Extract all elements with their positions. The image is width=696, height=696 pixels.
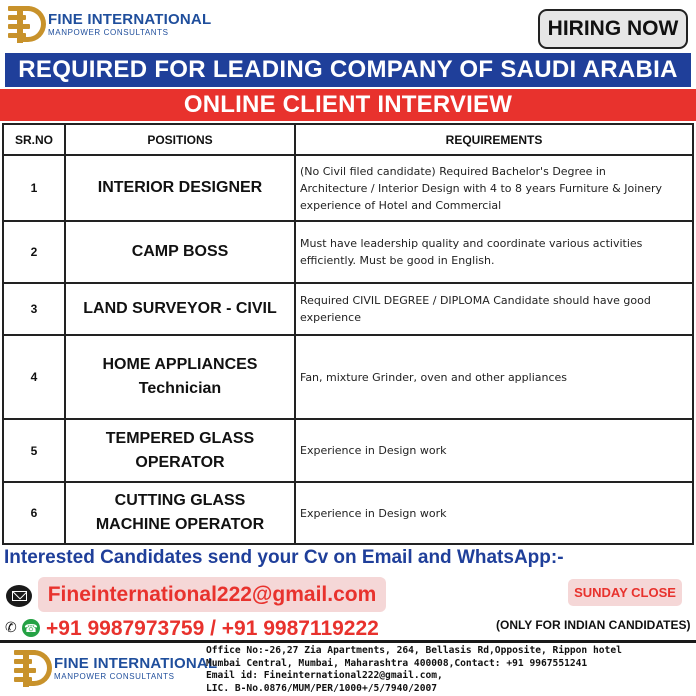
sr-number: 4 bbox=[3, 335, 65, 419]
requirement-line: experience bbox=[300, 311, 361, 324]
sunday-close-badge: SUNDAY CLOSE bbox=[568, 579, 682, 606]
requirement-text bbox=[295, 482, 693, 544]
sr-number: 2 bbox=[3, 221, 65, 283]
sr-number: 5 bbox=[3, 419, 65, 482]
table-row bbox=[3, 335, 693, 419]
position-line: TEMPERED GLASS bbox=[105, 429, 255, 447]
indian-candidates-note: (ONLY FOR INDIAN CANDIDATES) bbox=[496, 618, 691, 632]
requirement-line: Experience in Design work bbox=[300, 444, 447, 457]
license-number-line: LIC. B-No.0876/MUM/PER/1000+/5/7940/2007 bbox=[206, 682, 438, 694]
email-address-link[interactable]: Fineinternational222@gmail.com bbox=[38, 577, 386, 612]
sr-number: 3 bbox=[3, 283, 65, 335]
office-address-line: Office No:-26,27 Zia Apartments, 264, Bellasis Rd,Opposite, Rippon hotel bbox=[206, 645, 622, 656]
requirement-text bbox=[295, 283, 693, 335]
position-line: Technician bbox=[138, 380, 222, 397]
requirement-text bbox=[295, 155, 693, 221]
required-banner: REQUIRED FOR LEADING COMPANY OF SAUDI ARABIA bbox=[5, 53, 691, 87]
column-header-requirements: REQUIREMENTS bbox=[295, 124, 693, 155]
office-address-line: Mumbai Central, Mumbai, Maharashtra 400008,Contact: +91 9967551241 bbox=[206, 657, 588, 669]
position-line: CAMP BOSS bbox=[131, 243, 229, 260]
fi-logo-icon bbox=[14, 647, 50, 689]
company-subtitle: MANPOWER CONSULTANTS bbox=[48, 27, 169, 37]
position-line: CUTTING GLASS bbox=[114, 492, 246, 509]
column-header-positions: POSITIONS bbox=[65, 124, 295, 155]
requirement-line: Required CIVIL DEGREE / DIPLOMA Candidate should have good bbox=[300, 294, 651, 307]
office-email-line: Email id: Fineinternational222@gmail.com, bbox=[206, 670, 443, 681]
footer-logo bbox=[14, 647, 217, 689]
requirement-line: efficiently. Must be good in English. bbox=[300, 254, 495, 267]
requirement-text bbox=[295, 221, 693, 283]
position-line: LAND SURVEYOR - CIVIL bbox=[83, 300, 277, 317]
table-row bbox=[3, 283, 693, 335]
position-line: OPERATOR bbox=[135, 453, 225, 471]
interested-candidates-heading: Interested Candidates send your Cv on Email and WhatsApp:- bbox=[4, 547, 564, 568]
footer-company-name: FINE INTERNATIONAL bbox=[54, 654, 218, 672]
requirement-line: Fan, mixture Grinder, oven and other appliances bbox=[300, 370, 568, 384]
requirement-line: experience of Hotel and Commercial bbox=[300, 198, 502, 212]
sr-number: 6 bbox=[3, 482, 65, 544]
table-row bbox=[3, 155, 693, 221]
whatsapp-icon: ☎ bbox=[22, 619, 40, 637]
phone-numbers[interactable]: +91 9987973759 / +91 9987119222 bbox=[46, 617, 379, 640]
sr-number: 1 bbox=[3, 155, 65, 221]
requirement-text bbox=[295, 419, 693, 482]
company-name: FINE INTERNATIONAL bbox=[48, 10, 212, 28]
footer-company-subtitle: MANPOWER CONSULTANTS bbox=[54, 671, 175, 681]
position-line: HOME APPLIANCES bbox=[102, 356, 258, 373]
requirement-line: Architecture / Interior Design with 4 to 8 years Furniture & Joinery bbox=[300, 181, 663, 195]
position-line: MACHINE OPERATOR bbox=[95, 516, 265, 533]
interview-banner: ONLINE CLIENT INTERVIEW bbox=[0, 89, 696, 121]
requirement-line: (No Civil filed candidate) Required Bachelor's Degree in bbox=[300, 164, 606, 178]
company-logo bbox=[8, 3, 211, 45]
positions-table bbox=[2, 123, 694, 545]
phone-icon: ✆ bbox=[5, 620, 17, 636]
hiring-now-badge: HIRING NOW bbox=[538, 9, 688, 49]
table-row bbox=[3, 482, 693, 544]
position-title bbox=[65, 419, 295, 482]
footer-divider bbox=[0, 640, 696, 643]
envelope-icon bbox=[6, 585, 32, 607]
requirement-line: Experience in Design work bbox=[300, 506, 447, 520]
office-address-block bbox=[206, 645, 694, 695]
table-header-row bbox=[3, 124, 693, 155]
table-row bbox=[3, 419, 693, 482]
position-title bbox=[65, 482, 295, 544]
position-title bbox=[65, 335, 295, 419]
position-title bbox=[65, 155, 295, 221]
position-title bbox=[65, 283, 295, 335]
position-title bbox=[65, 221, 295, 283]
requirement-text bbox=[295, 335, 693, 419]
column-header-srno: SR.NO bbox=[3, 124, 65, 155]
position-line: INTERIOR DESIGNER bbox=[97, 179, 263, 196]
table-row bbox=[3, 221, 693, 283]
fi-logo-icon bbox=[8, 3, 44, 45]
requirement-line: Must have leadership quality and coordinate various activities bbox=[300, 237, 643, 250]
